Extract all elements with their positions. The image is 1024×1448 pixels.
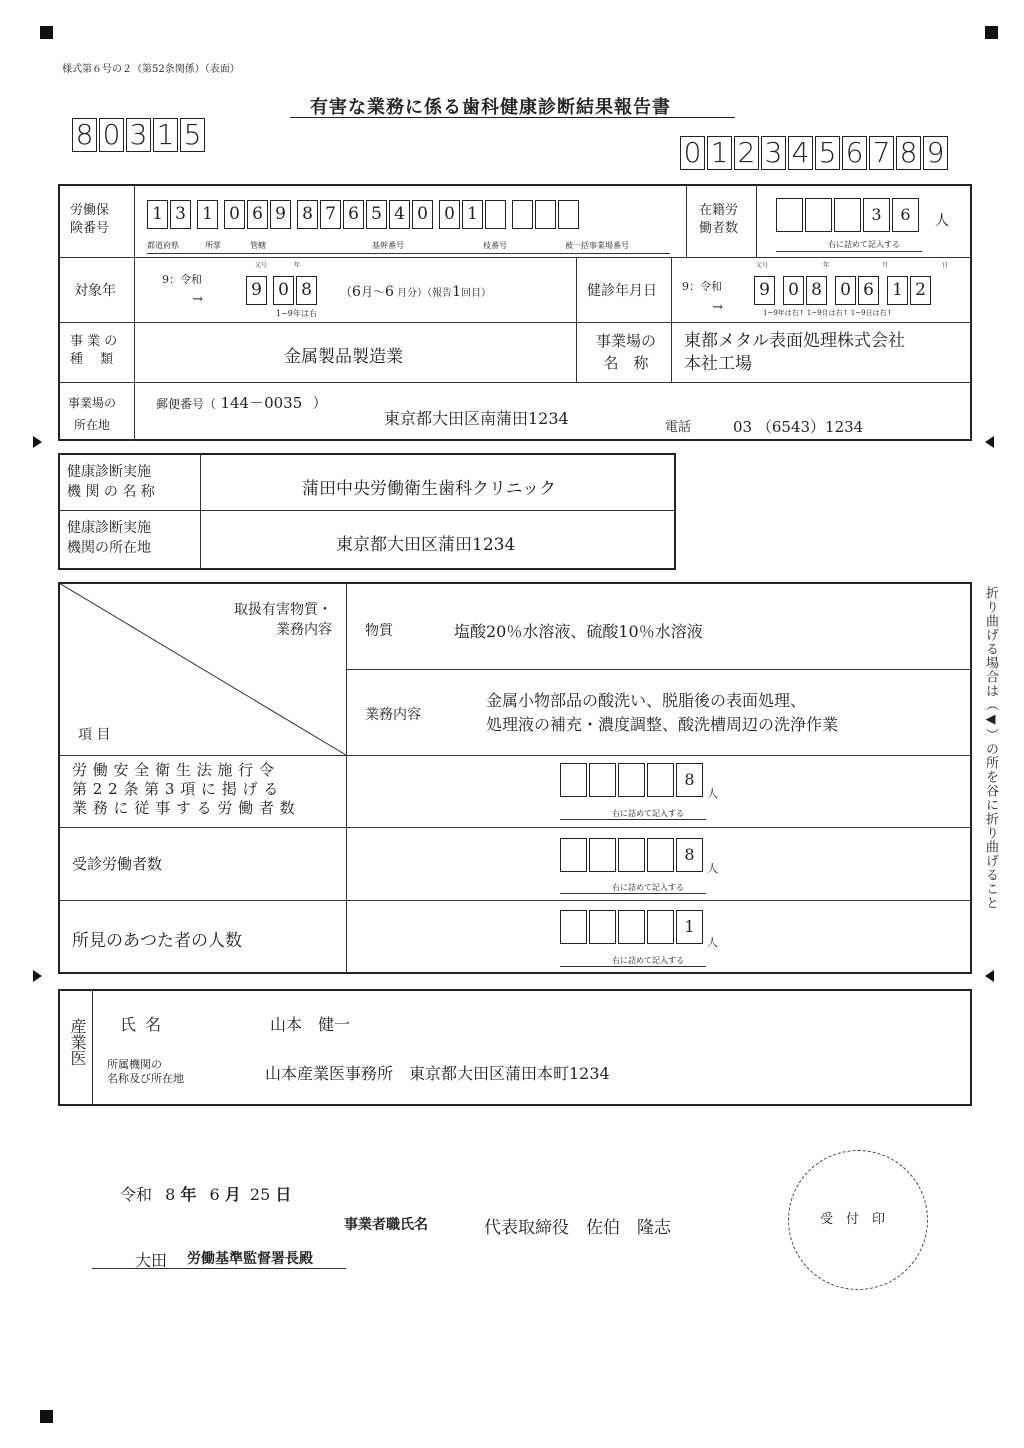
diagonal-top-label: [200, 600, 332, 640]
target-small-year: 年: [294, 262, 301, 269]
examined-workers-note: 右に詰めて記入する: [612, 883, 684, 892]
label-line: 労働保: [70, 203, 110, 218]
diagonal-bottom-label: 項 目: [78, 727, 111, 743]
office-place: 大田: [135, 1251, 168, 1270]
label-line: 種 類: [70, 352, 114, 367]
row-divider: [59, 257, 971, 258]
note-day: 1~9日は右: [850, 309, 887, 317]
insurance-digit-box[interactable]: [485, 200, 506, 229]
findings-count-digit-box[interactable]: [647, 910, 674, 944]
insurance-digit-box[interactable]: 0: [412, 200, 433, 229]
label-line: 名 称: [603, 354, 649, 372]
enrolled-digit-box[interactable]: [805, 198, 832, 232]
hazard-workers-note: 右に詰めて記入する: [612, 809, 684, 818]
business-type-value: 金属製品製造業: [284, 347, 403, 367]
exam-small-day: 日: [942, 262, 949, 269]
target-year-field[interactable]: [246, 276, 319, 305]
enrolled-digit-box[interactable]: [834, 198, 861, 232]
exam-arrow: →: [712, 300, 723, 315]
target-year-note: 1~9年は右: [276, 309, 317, 318]
row-divider: [347, 669, 971, 670]
insurance-digit-box[interactable]: 0: [224, 200, 245, 229]
date-month-unit: 月: [224, 1185, 241, 1204]
col-divider: [200, 454, 201, 569]
physician-name-value: 山本 健一: [270, 1015, 351, 1034]
label-line: 業務内容: [276, 622, 332, 638]
enrolled-digit-box[interactable]: 6: [892, 198, 919, 232]
label-line: 在籍労: [699, 203, 739, 218]
insurance-digit-box[interactable]: 6: [343, 200, 364, 229]
note-month: 1~9月は右: [806, 309, 843, 317]
workplace-name-value: [684, 330, 905, 376]
exam-date-digit-box[interactable]: 8: [806, 276, 827, 305]
employer-label: 事業者職氏名: [344, 1217, 428, 1233]
insurance-number-field[interactable]: [147, 200, 581, 229]
form-code-digit[interactable]: 3: [126, 118, 151, 152]
note-year: 1~9年は右: [763, 309, 799, 317]
insurance-digit-box[interactable]: 3: [170, 200, 191, 229]
label-line: 第 2 2 条 第 3 項 に 掲 げ る: [72, 780, 279, 798]
insurance-digit-box[interactable]: [558, 200, 579, 229]
col-divider: [134, 185, 135, 441]
ocr-reference-digit[interactable]: 6: [842, 136, 867, 170]
corner-mark-tr: [985, 26, 998, 39]
substance-label: 物質: [365, 623, 393, 639]
period-text: （: [340, 285, 353, 299]
title-underline: [290, 117, 735, 118]
findings-count-note: 右に詰めて記入する: [612, 956, 684, 965]
tel-value: 03 （6543）1234: [733, 418, 864, 436]
office-underline: [92, 1268, 346, 1269]
target-arrow: →: [192, 292, 203, 307]
enrolled-note: 右に詰めて記入する: [828, 240, 900, 249]
period-month-from: 6: [352, 284, 361, 300]
form-code-digit[interactable]: 8: [72, 118, 97, 152]
office-label: 労働基準監督署長殿: [187, 1251, 313, 1267]
row-divider: [59, 827, 971, 828]
insurance-digit-box[interactable]: [512, 200, 533, 229]
form-code-digit[interactable]: 0: [99, 118, 124, 152]
period-text: 回目）: [460, 288, 491, 299]
fold-mark-right-1: [985, 436, 994, 448]
col-divider: [671, 258, 672, 382]
report-date: [120, 1182, 291, 1205]
label-line: 労 働 安 全 衛 生 法 施 行 令: [72, 761, 275, 779]
findings-count-unit: 人: [707, 936, 718, 949]
workplace-name-label: [586, 332, 666, 372]
reception-stamp-label: 受 付 印: [820, 1212, 886, 1227]
sublabel-bracket: [147, 253, 670, 254]
work-line: 金属小物部品の酸洗い、脱脂後の表面処理、: [486, 691, 807, 710]
target-small-era: 元号: [255, 262, 268, 269]
enrolled-digit-box[interactable]: [776, 198, 803, 232]
date-year: 8: [165, 1185, 176, 1204]
note-underline: [560, 966, 706, 967]
insurance-digit-box[interactable]: 8: [297, 200, 318, 229]
institution-name-value: 蒲田中央労働衛生歯科クリニック: [302, 479, 556, 499]
col-divider: [92, 990, 93, 1105]
sublabel-batch: 被一括事業場番号: [565, 241, 629, 250]
name-line: 東都メタル表面処理株式会社: [684, 331, 905, 351]
label-line: 取扱有害物質・: [234, 602, 332, 618]
exam-date-label: 健診年月日: [587, 283, 657, 299]
col-divider: [756, 185, 757, 257]
insurance-digit-box[interactable]: 7: [320, 200, 341, 229]
ocr-reference-digit[interactable]: 3: [761, 136, 786, 170]
label-line: 働者数: [699, 221, 739, 236]
findings-count-label: 所見のあつた者の人数: [72, 931, 242, 951]
insurance-digit-box[interactable]: [535, 200, 556, 229]
insurance-digit-box[interactable]: 1: [147, 200, 168, 229]
col-divider: [576, 258, 577, 382]
examined-workers-digit-box[interactable]: [647, 838, 674, 872]
fold-mark-left-2: [33, 970, 42, 982]
institution-address-label: [67, 518, 151, 558]
date-era: 令和: [120, 1185, 153, 1204]
label-line: 事 業 の: [70, 334, 118, 349]
exam-small-era: 元号: [756, 262, 769, 269]
ocr-reference-digit[interactable]: 8: [896, 136, 921, 170]
exam-date-notes: 1~9年は右↑ 1~9月は右↑ 1~9日は右↑: [763, 309, 893, 317]
substance-value: 塩酸20％水溶液、硫酸10％水溶液: [454, 622, 703, 641]
date-day: 25: [249, 1185, 271, 1204]
institution-address-value: 東京都大田区蒲田1234: [336, 535, 516, 555]
label-line: 事業場の: [595, 332, 656, 350]
label-line: 所属機関の: [107, 1058, 162, 1071]
examined-workers-digit-box[interactable]: [618, 838, 645, 872]
hazard-workers-digit-box[interactable]: [560, 763, 587, 797]
exam-era-code: 9：令和: [682, 280, 722, 293]
workplace-address-value: 東京都大田区南蒲田1234: [384, 409, 569, 428]
note-underline: [560, 819, 706, 820]
col-divider: [686, 185, 687, 257]
business-type-label: [70, 333, 117, 369]
fold-mark-left-1: [33, 436, 42, 448]
insurance-digit-box[interactable]: 9: [270, 200, 291, 229]
date-month: 6: [209, 1185, 220, 1204]
exam-small-month: 月: [882, 262, 889, 269]
sublabel-branch: 枝番号: [483, 241, 507, 250]
examined-workers-digit-box[interactable]: 8: [676, 838, 703, 872]
label-line: 機 関 の 名 称: [67, 484, 155, 500]
insurance-digit-box[interactable]: 5: [366, 200, 387, 229]
ocr-reference-digit[interactable]: 2: [734, 136, 759, 170]
ocr-reference-digit[interactable]: 5: [815, 136, 840, 170]
hazard-workers-unit: 人: [707, 787, 718, 800]
target-era-code: 9：令和: [162, 273, 202, 286]
sublabel-office: 所掌: [205, 241, 221, 250]
examined-workers-field[interactable]: [560, 838, 705, 872]
label-line: 名称及び所在地: [107, 1072, 184, 1085]
tel-label: 電話: [665, 420, 692, 435]
ocr-reference-digits: [680, 136, 948, 170]
hazard-workers-field[interactable]: [560, 763, 705, 797]
work-content-value: [486, 689, 838, 737]
target-period: [340, 283, 491, 300]
ocr-reference-digit[interactable]: 9: [923, 136, 948, 170]
sublabel-jurisdiction: 管轄: [250, 241, 266, 250]
postal-label: 郵便番号（: [156, 397, 217, 411]
physician-org-value: 山本産業医事務所 東京都大田区蒲田本町1234: [265, 1064, 610, 1083]
work-content-label: 業務内容: [365, 707, 421, 723]
exam-date-digit-box[interactable]: 1: [887, 276, 908, 305]
row-divider: [59, 755, 971, 756]
note-underline: [776, 251, 922, 252]
postal-code: [156, 392, 327, 413]
institution-name-label: [67, 462, 155, 502]
hazard-workers-digit-box[interactable]: [618, 763, 645, 797]
insurance-digit-box[interactable]: 1: [462, 200, 483, 229]
label-line: 所在地: [74, 418, 111, 432]
examined-workers-digit-box[interactable]: [589, 838, 616, 872]
ocr-reference-digit[interactable]: 1: [707, 136, 732, 170]
hazard-workers-digit-box[interactable]: [647, 763, 674, 797]
target-year-digit-box[interactable]: 9: [246, 276, 267, 305]
row-divider: [59, 322, 971, 323]
exam-small-year: 年: [823, 262, 830, 269]
workplace-address-label: [68, 392, 116, 436]
row-divider: [59, 900, 971, 901]
form-code: [72, 118, 205, 152]
insurance-digit-box[interactable]: 1: [197, 200, 218, 229]
hazard-workers-digit-box[interactable]: 8: [676, 763, 703, 797]
occupational-physician-section: [58, 989, 972, 1106]
corner-mark-bl: [40, 1410, 53, 1423]
postal-value: 144－0035: [220, 394, 303, 412]
exam-date-digit-box[interactable]: 6: [858, 276, 879, 305]
physician-vertical-label: 産業医: [68, 1018, 87, 1066]
findings-count-digit-box[interactable]: [560, 910, 587, 944]
ocr-reference-digit[interactable]: 0: [680, 136, 705, 170]
target-year-digit-box[interactable]: 8: [296, 276, 317, 305]
physician-org-label: [107, 1058, 184, 1086]
insurance-digit-box[interactable]: 6: [247, 200, 268, 229]
insurance-digit-box[interactable]: 4: [389, 200, 410, 229]
form-code-digit[interactable]: 1: [153, 118, 178, 152]
sublabel-prefecture: 都道府県: [147, 241, 179, 250]
examined-workers-label: 受診労働者数: [72, 855, 163, 873]
label-line: 事業場の: [68, 396, 117, 410]
name-line: 本社工場: [684, 354, 752, 374]
ocr-reference-digit[interactable]: 7: [869, 136, 894, 170]
ocr-reference-digit[interactable]: 4: [788, 136, 813, 170]
row-divider: [59, 510, 675, 511]
row-divider: [59, 382, 971, 383]
label-line: 業 務 に 従 事 す る 労 働 者 数: [72, 799, 296, 817]
label-line: 健康診断実施: [67, 520, 151, 536]
insurance-digit-box[interactable]: 0: [439, 200, 460, 229]
exam-date-field[interactable]: [754, 276, 933, 305]
period-month-to: 6: [384, 284, 394, 300]
date-day-unit: 日: [275, 1185, 292, 1204]
enrolled-workers-field[interactable]: [776, 198, 921, 232]
findings-count-digit-box[interactable]: [618, 910, 645, 944]
target-year-digit-box[interactable]: 0: [273, 276, 294, 305]
insurance-sublabels: [147, 240, 677, 252]
enrolled-workers-label: [699, 202, 738, 238]
exam-date-digit-box[interactable]: 0: [783, 276, 804, 305]
sublabel-main: 基幹番号: [372, 241, 404, 250]
hazard-workers-label: [72, 761, 295, 818]
postal-close: ）: [312, 396, 327, 412]
period-text: 月～: [360, 285, 385, 299]
period-text: 月分）（報告: [393, 288, 453, 299]
label-line: 健康診断実施: [67, 464, 151, 480]
label-line: 険番号: [70, 221, 110, 236]
form-title: 有害な業務に係る歯科健康診断結果報告書: [310, 97, 671, 118]
label-line: 機関の所在地: [67, 540, 151, 556]
findings-count-digit-box[interactable]: 1: [676, 910, 703, 944]
insurance-number-label: [70, 202, 109, 238]
enrolled-digit-box[interactable]: 3: [863, 198, 890, 232]
physician-name-label: 氏 名: [120, 1015, 164, 1034]
form-number: 様式第６号の２（第52条関係）（表面）: [62, 64, 240, 75]
examined-workers-unit: 人: [707, 862, 718, 875]
exam-date-digit-box[interactable]: 9: [754, 276, 775, 305]
work-line: 処理液の補充・濃度調整、酸洗槽周辺の洗浄作業: [486, 715, 839, 734]
examined-workers-digit-box[interactable]: [560, 838, 587, 872]
hazard-workers-digit-box[interactable]: [589, 763, 616, 797]
date-year-unit: 年: [180, 1185, 197, 1204]
exam-date-digit-box[interactable]: 0: [835, 276, 856, 305]
report-number: 1: [452, 284, 461, 300]
findings-count-field[interactable]: [560, 910, 705, 944]
findings-count-digit-box[interactable]: [589, 910, 616, 944]
form-code-digit[interactable]: 5: [180, 118, 205, 152]
target-year-label: 対象年: [74, 283, 116, 299]
employer-value: 代表取締役 佐伯 隆志: [484, 1218, 671, 1238]
corner-mark-tl: [40, 26, 53, 39]
fold-instruction: 折り曲げる場合は（◀）の所を谷に折り曲げること: [983, 586, 998, 910]
enrolled-unit: 人: [935, 213, 949, 229]
note-underline: [560, 893, 706, 894]
exam-date-digit-box[interactable]: 2: [910, 276, 931, 305]
